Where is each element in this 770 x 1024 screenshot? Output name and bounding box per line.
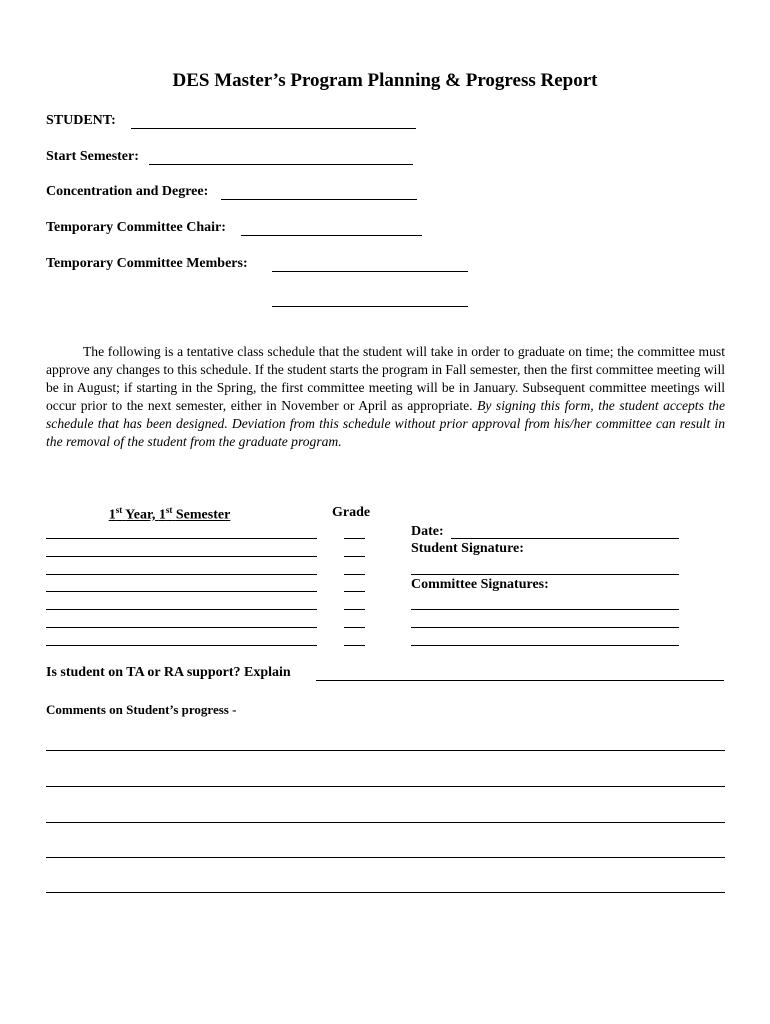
date-field-line[interactable] xyxy=(451,538,679,539)
grade-line-6[interactable] xyxy=(344,627,365,628)
concentration-field-line[interactable] xyxy=(221,199,417,200)
course-line-2[interactable] xyxy=(46,556,317,557)
temp-members-field-line-2[interactable] xyxy=(272,306,468,307)
grade-line-4[interactable] xyxy=(344,591,365,592)
instructions-paragraph xyxy=(46,343,725,451)
grade-line-3[interactable] xyxy=(344,574,365,575)
committee-signature-line-3[interactable] xyxy=(411,645,679,646)
grade-line-1[interactable] xyxy=(344,538,365,539)
course-line-7[interactable] xyxy=(46,645,317,646)
start-semester-label: Start Semester: xyxy=(46,149,139,164)
comment-line-4[interactable] xyxy=(46,857,725,858)
committee-signatures-label: Committee Signatures: xyxy=(411,577,549,592)
semester-heading: 1st Year, 1st Semester xyxy=(108,505,231,523)
temp-members-field-line-1[interactable] xyxy=(272,271,468,272)
date-label: Date: xyxy=(411,524,444,539)
course-line-6[interactable] xyxy=(46,627,317,628)
page-title: DES Master’s Program Planning & Progress Report xyxy=(172,70,598,91)
student-label: STUDENT: xyxy=(46,113,116,128)
instructions-italic-text: By signing this form, the student accepts the schedule that has been designed. Deviation from this schedule without prior approval from his/her committee can result in the removal of the student from the graduate program. xyxy=(46,398,725,449)
support-question-label: Is student on TA or RA support? Explain xyxy=(46,665,291,680)
grade-heading: Grade xyxy=(332,505,371,520)
comment-line-3[interactable] xyxy=(46,822,725,823)
temp-members-label: Temporary Committee Members: xyxy=(46,256,248,271)
course-line-4[interactable] xyxy=(46,591,317,592)
grade-line-7[interactable] xyxy=(344,645,365,646)
comment-line-2[interactable] xyxy=(46,786,725,787)
instructions-text: The following is a tentative class schedule that the student will take in order to graduate on time; the committee must approve any changes to this schedule. If the student starts the program in Fall semester, then the first committee meeting will be in August; if starting in the Spring, the first committee meeting will be in January. Subsequent committee meetings will occur prior to the next semester, either in November or April as appropriate. xyxy=(46,344,725,413)
concentration-label: Concentration and Degree: xyxy=(46,184,209,199)
comment-line-5[interactable] xyxy=(46,892,725,893)
comments-label: Comments on Student’s progress - xyxy=(46,702,237,717)
course-line-1[interactable] xyxy=(46,538,317,539)
course-line-5[interactable] xyxy=(46,609,317,610)
student-signature-label: Student Signature: xyxy=(411,541,524,556)
start-semester-field-line[interactable] xyxy=(149,164,413,165)
grade-line-2[interactable] xyxy=(344,556,365,557)
committee-signature-line-2[interactable] xyxy=(411,627,679,628)
support-explain-line[interactable] xyxy=(316,680,724,681)
grade-line-5[interactable] xyxy=(344,609,365,610)
temp-chair-field-line[interactable] xyxy=(241,235,422,236)
committee-signature-line-1[interactable] xyxy=(411,609,679,610)
student-signature-line[interactable] xyxy=(411,574,679,575)
student-field-line[interactable] xyxy=(131,128,416,129)
temp-chair-label: Temporary Committee Chair: xyxy=(46,220,226,235)
course-line-3[interactable] xyxy=(46,574,317,575)
comment-line-1[interactable] xyxy=(46,750,725,751)
